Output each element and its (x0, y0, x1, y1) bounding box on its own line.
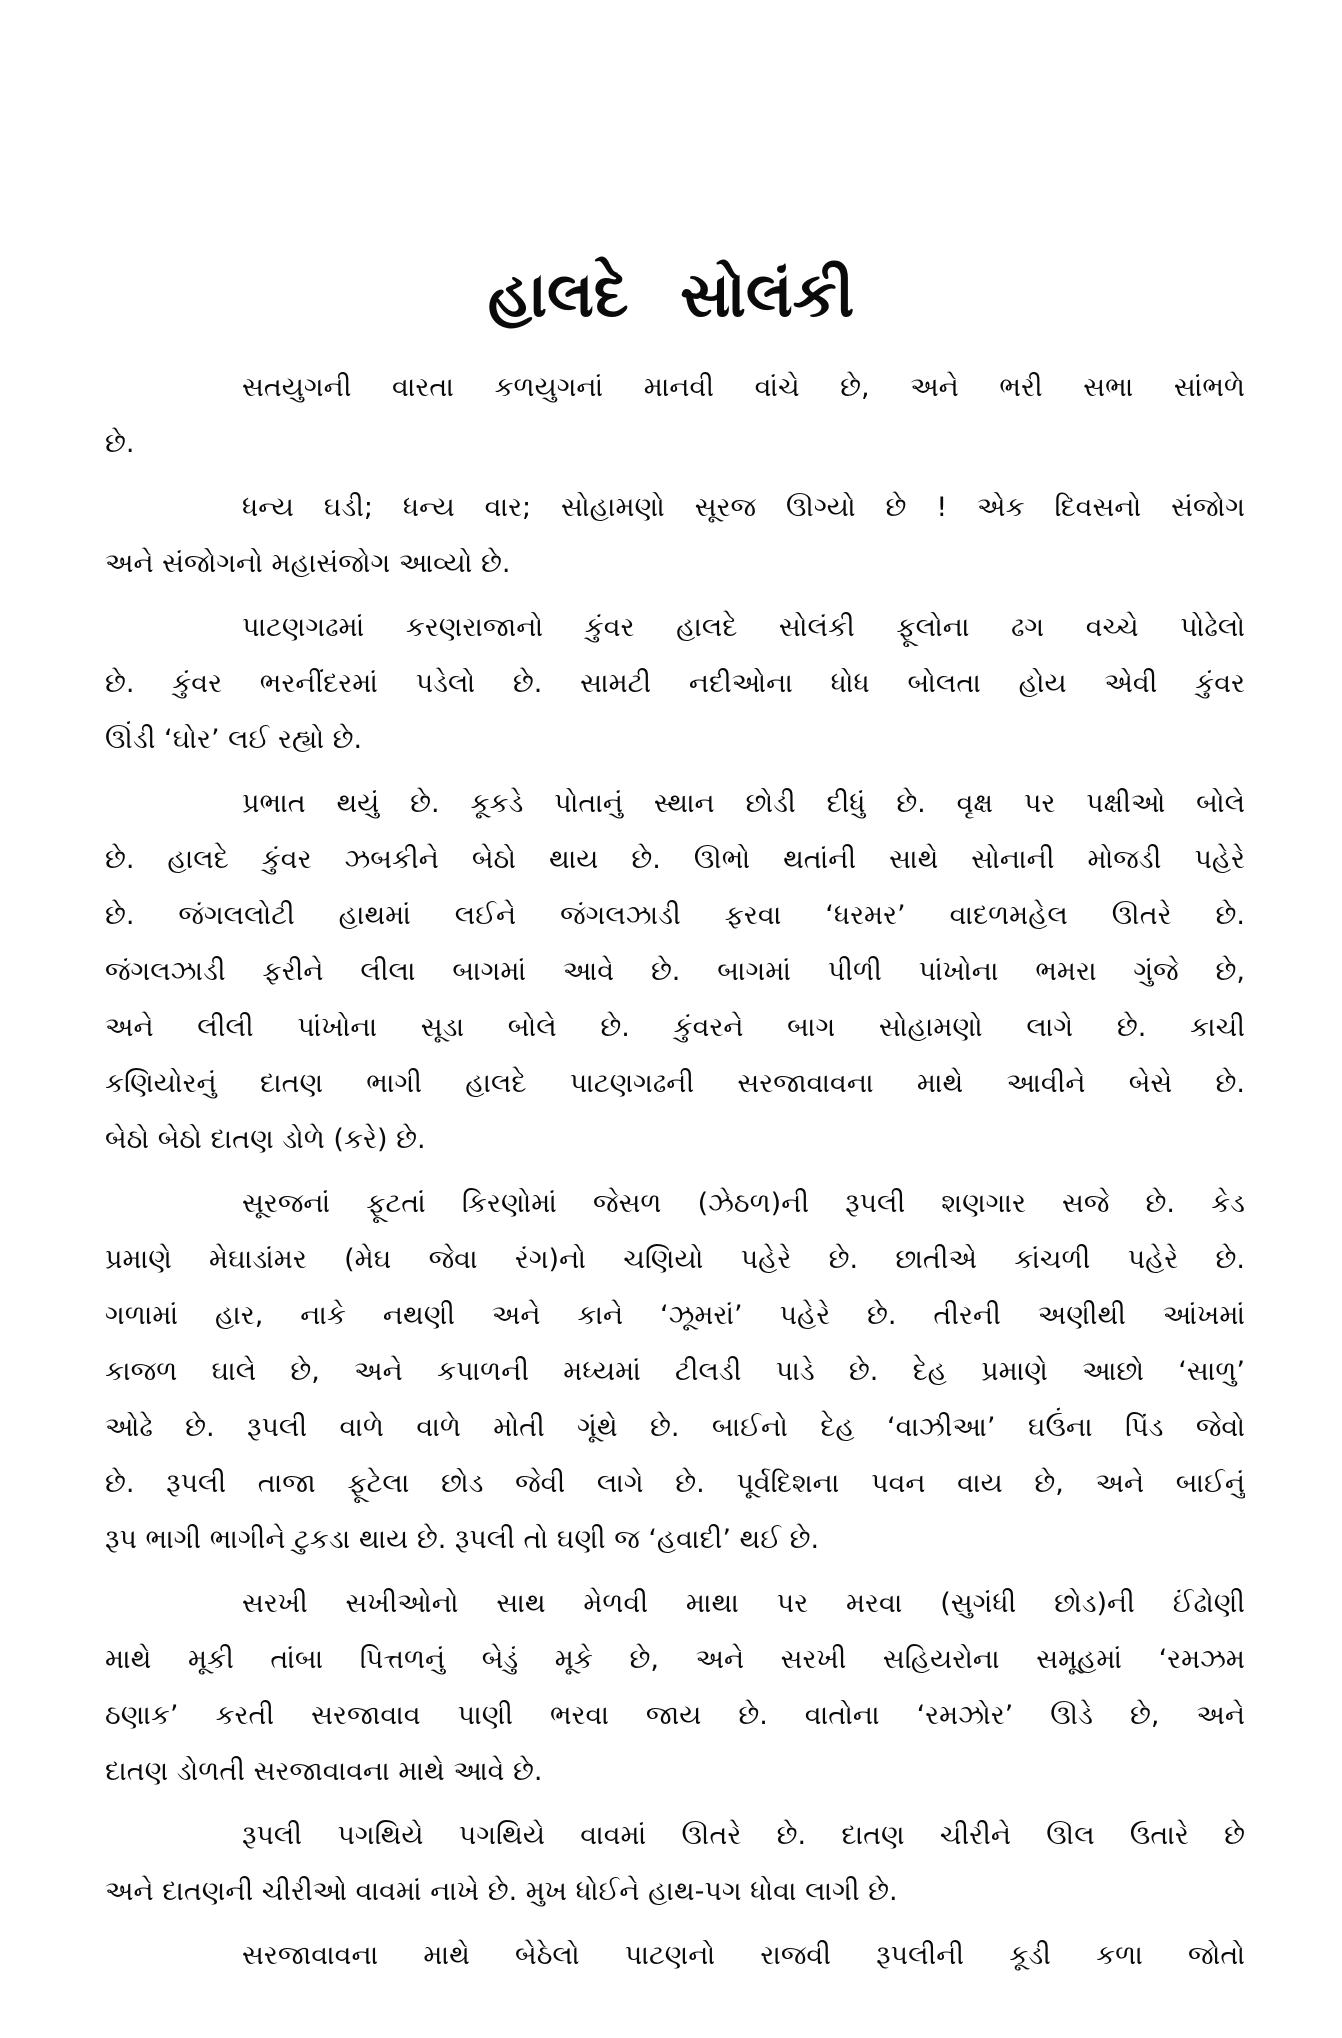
text-line: ઓઢે છે. રૂપલી વાળે વાળે મોતી ગૂંથે છે. બાઈનો દેહ ‘વાઝીઆ’ ઘઉંના પિંડ જેવો (105, 1412, 1245, 1443)
text-line: પાટણગઢમાં કરણરાજાનો કુંવર હાલદે સોલંકી ફૂલોના ઢગ વચ્ચે પોઢેલો (242, 612, 1245, 643)
text-line: સરખી સખીઓનો સાથ મેળવી માથા પર મરવા (સુગંધી છોડ)ની ઈંઢોણી (242, 1588, 1245, 1619)
paragraph (105, 1928, 1245, 1984)
text-line: છે. જંગલલોટી હાથમાં લઈને જંગલઝાડી ફરવા ‘ધરમર’ વાદળમહેલ ઊતરે છે. (105, 900, 1245, 931)
text-line: છે. રૂપલી તાજા ફૂટેલા છોડ જેવી લાગે છે. પૂર્વદિશના પવન વાય છે, અને બાઈનું (105, 1468, 1245, 1499)
text-line: માથે મૂકી તાંબા પિત્તળનું બેડું મૂકે છે, અને સરખી સહિયરોના સમૂહમાં ‘રમઝમ (105, 1644, 1245, 1675)
paragraph (105, 1576, 1245, 1800)
text-line: ઊંડી ‘ઘોર’ લઈ રહ્યો છે. (105, 724, 363, 755)
text-line: પ્રમાણે મેઘાડાંમર (મેઘ જેવા રંગ)નો ચણિયો પહેરે છે. છાતીએ કાંચળી પહેરે છે. (105, 1244, 1245, 1275)
text-line: બેઠો બેઠો દાતણ ડોળે (કરે) છે. (105, 1124, 426, 1155)
text-line: અને દાતણની ચીરીઓ વાવમાં નાખે છે. મુખ ધોઈને હાથ-પગ ધોવા લાગી છે. (105, 1876, 898, 1907)
text-line: છે. હાલદે કુંવર ઝબકીને બેઠો થાય છે. ઊભો થતાંની સાથે સોનાની મોજડી પહેરે (105, 844, 1245, 875)
text-line: સૂરજનાં ફૂટતાં કિરણોમાં જેસળ (ઝેઠળ)ની રૂપલી શણગાર સજે છે. કેડ (242, 1188, 1245, 1219)
paragraph (105, 480, 1245, 592)
text-line: કાજળ ઘાલે છે, અને કપાળની મધ્યમાં ટીલડી પાડે છે. દેહ પ્રમાણે આછો ‘સાળુ’ (105, 1356, 1245, 1387)
text-line: અને લીલી પાંખોના સૂડા બોલે છે. કુંવરને બાગ સોહામણો લાગે છે. કાચી (105, 1012, 1245, 1043)
text-line: ધન્ય ઘડી; ધન્ય વાર; સોહામણો સૂરજ ઊગ્યો છે ! એક દિવસનો સંજોગ (242, 492, 1245, 523)
text-line: ઠણાક’ કરતી સરજાવાવ પાણી ભરવા જાય છે. વાતોના ‘રમઝોર’ ઊડે છે, અને (105, 1700, 1245, 1731)
paragraph (105, 1176, 1245, 1568)
text-line: દાતણ ડોળતી સરજાવાવના માથે આવે છે. (105, 1756, 543, 1787)
paragraph (105, 360, 1245, 472)
text-line: રૂપ ભાગી ભાગીને ટુકડા થાય છે. રૂપલી તો ઘણી જ ‘હવાદી’ થઈ છે. (105, 1524, 820, 1555)
text-line: છે. કુંવર ભરનીંદરમાં પડેલો છે. સામટી નદીઓના ધોધ બોલતા હોય એવી કુંવર (105, 668, 1245, 699)
text-line: જંગલઝાડી ફરીને લીલા બાગમાં આવે છે. બાગમાં પીળી પાંખોના ભમરા ગુંજે છે, (105, 956, 1245, 987)
story-text (105, 360, 1245, 1992)
paragraph (105, 776, 1245, 1168)
text-line: છે. (105, 428, 135, 459)
text-line: અને સંજોગનો મહાસંજોગ આવ્યો છે. (105, 548, 511, 579)
text-line: રૂપલી પગથિયે પગથિયે વાવમાં ઊતરે છે. દાતણ ચીરીને ઊલ ઉતારે છે (242, 1820, 1245, 1851)
page-title: હાલદે સોલંકી (487, 258, 855, 331)
text-line: સરજાવાવના માથે બેઠેલો પાટણનો રાજવી રૂપલીની કૂડી કળા જોતો (242, 1940, 1245, 1971)
text-line: સતયુગની વારતા કળયુગનાં માનવી વાંચે છે, અને ભરી સભા સાંભળે (242, 372, 1245, 403)
text-line: પ્રભાત થયું છે. કૂકડે પોતાનું સ્થાન છોડી દીધું છે. વૃક્ષ પર પક્ષીઓ બોલે (242, 788, 1245, 819)
paragraph (105, 600, 1245, 768)
text-line: કણિયોરનું દાતણ ભાગી હાલદે પાટણગઢની સરજાવાવના માથે આવીને બેસે છે. (105, 1068, 1245, 1099)
paragraph (105, 1808, 1245, 1920)
text-line: ગળામાં હાર, નાકે નથણી અને કાને ‘ઝૂમરાં’ પહેરે છે. તીરની અણીથી આંખમાં (105, 1300, 1245, 1331)
